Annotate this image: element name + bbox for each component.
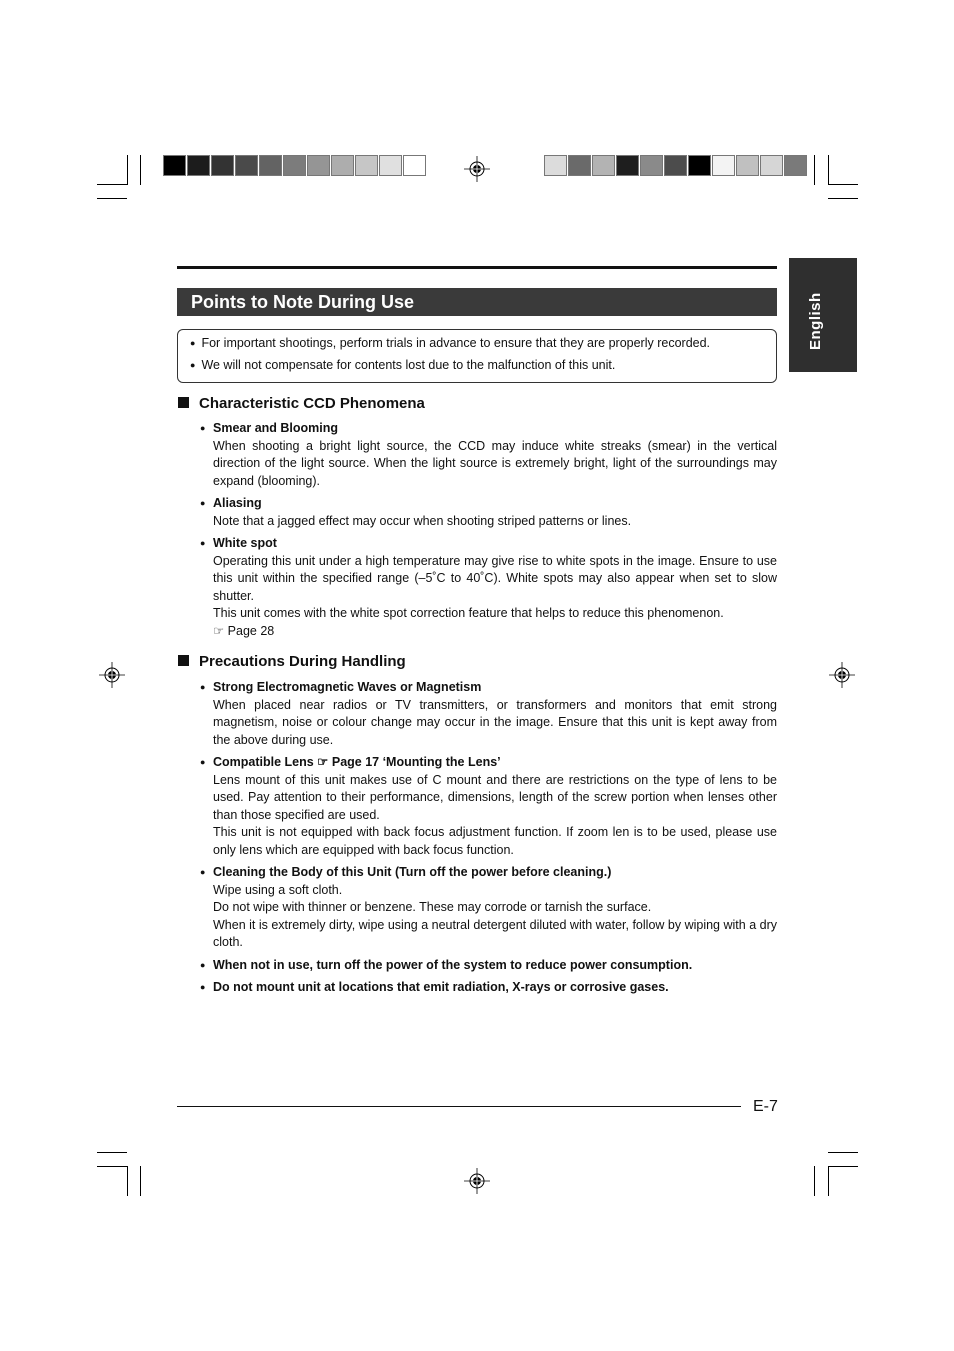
color-bar-right (544, 155, 808, 175)
item-title: ● When not in use, turn off the power of the system to reduce power consumption. (200, 957, 777, 975)
list-item (200, 495, 777, 530)
square-bullet-icon (178, 655, 189, 666)
item-title: ● Cleaning the Body of this Unit (Turn off the power before cleaning.) (200, 864, 777, 882)
color-swatch (736, 155, 759, 176)
color-swatch (331, 155, 354, 176)
color-swatch (712, 155, 735, 176)
color-swatch (283, 155, 306, 176)
section-heading (178, 395, 425, 413)
item-body: When it is extremely dirty, wipe using a neutral detergent diluted with water, follow by wiping with a dry cloth. (213, 917, 777, 950)
color-swatch (187, 155, 210, 176)
language-tab (789, 258, 857, 372)
list-item (200, 679, 777, 749)
color-swatch (544, 155, 567, 176)
color-swatch (568, 155, 591, 176)
section-heading-text: Precautions During Handling (199, 653, 406, 670)
registration-mark-icon (99, 662, 125, 688)
notice-box (177, 329, 777, 383)
section-heading (178, 653, 406, 671)
color-swatch (760, 155, 783, 176)
footer-rule (177, 1106, 741, 1107)
color-swatch (592, 155, 615, 176)
notice-item: ● For important shootings, perform trials in advance to ensure that they are properly recorded. (190, 336, 710, 351)
page-title: Points to Note During Use (191, 292, 415, 312)
color-swatch (307, 155, 330, 176)
color-swatch (640, 155, 663, 176)
item-title: ● White spot (200, 535, 777, 553)
item-title: ● Smear and Blooming (200, 420, 777, 438)
color-swatch (616, 155, 639, 176)
section-heading-text: Characteristic CCD Phenomena (199, 395, 425, 412)
item-body: Operating this unit under a high temperature may give rise to white spots in the image. Ensure to use this unit within the specified range (–5˚C to 40˚C). White spots may also appear when set to slow shutter. (213, 553, 777, 603)
color-swatch (664, 155, 687, 176)
item-body: This unit is not equipped with back focus adjustment function. If zoom len is to be used, please use only lens which are equipped with back focus function. (213, 825, 777, 857)
item-title: ● Do not mount unit at locations that emit radiation, X-rays or corrosive gases. (200, 979, 777, 997)
registration-mark-icon (464, 156, 490, 182)
top-rule (177, 266, 777, 269)
list-item (200, 957, 777, 975)
color-swatch (688, 155, 711, 176)
item-body: When shooting a bright light source, the CCD may induce white streaks (smear) in the vertical direction of the light source. When the light source is extremely bright, light of the surroundings may expand (blooming). (213, 438, 777, 488)
item-title: ● Compatible Lens ☞ Page 17 ‘Mounting the Lens’ (200, 754, 777, 772)
color-swatch (379, 155, 402, 176)
page-number: E-7 (753, 1098, 778, 1115)
item-body: Note that a jagged effect may occur when shooting striped patterns or lines. (213, 513, 632, 528)
item-title: ● Aliasing (200, 495, 777, 513)
color-swatch (403, 155, 426, 176)
page-reference: ☞ Page 28 (213, 623, 275, 638)
item-body: Wipe using a soft cloth. (213, 882, 343, 897)
list-item (200, 979, 777, 997)
list-item (200, 535, 777, 641)
color-swatch (235, 155, 258, 176)
registration-mark-icon (464, 1168, 490, 1194)
item-body: When placed near radios or TV transmitters, or transformers and monitors that emit strong magnetism, noise or colour change may occur in the image. Ensure that this unit is kept away from the above during use. (213, 697, 777, 747)
color-swatch (163, 155, 186, 176)
title-bar (177, 288, 777, 316)
square-bullet-icon (178, 397, 189, 408)
item-body: This unit comes with the white spot correction feature that helps to reduce this phenomenon. (213, 606, 724, 621)
color-swatch (211, 155, 234, 176)
color-swatch (784, 155, 807, 176)
list-item (200, 754, 777, 860)
registration-mark-icon (829, 662, 855, 688)
list-item (200, 864, 777, 952)
item-title: ● Strong Electromagnetic Waves or Magnetism (200, 679, 777, 697)
color-bar-left (163, 155, 427, 175)
list-item (200, 420, 777, 490)
color-swatch (259, 155, 282, 176)
language-tab-label: English (807, 292, 824, 350)
color-swatch (355, 155, 378, 176)
item-body: Lens mount of this unit makes use of C mount and there are restrictions on the type of lens to be used. Pay attention to their performance, dimensions, length of the screw portion when lenses other than those specified are used. (213, 772, 777, 822)
item-body: Do not wipe with thinner or benzene. These may corrode or tarnish the surface. (213, 900, 652, 915)
notice-item: ● We will not compensate for contents lost due to the malfunction of this unit. (190, 358, 615, 373)
